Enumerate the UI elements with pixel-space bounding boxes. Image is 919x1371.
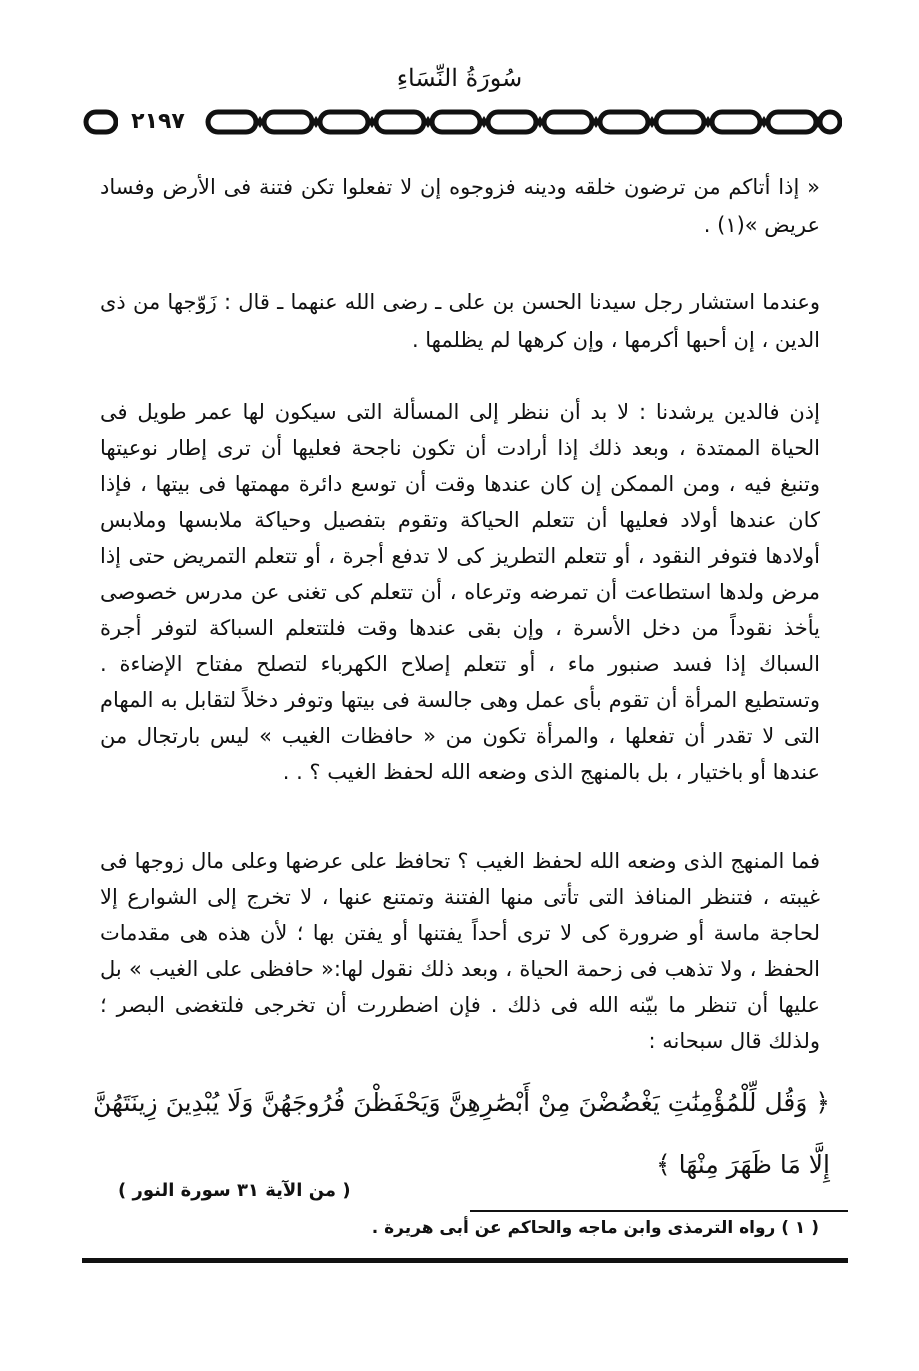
footnote: ( ١ ) رواه الترمذى وابن ماجه والحاكم عن أبى هريرة . — [371, 1218, 819, 1238]
paragraph-guidance: إذن فالدين يرشدنا : لا بد أن ننظر إلى المسألة التى سيكون لها عمر طويل فى الحياة الممتدة ، وبعد ذلك إذا أرادت أن تكون ناجحة فعليها أن ترى إطار نوعيتها وتنبغ فيه ، ومن الممكن إن كان عندها وقت أن توسع دائرة مهمتها فى بيتها ، فإذا كان عندها أولاد فعليها أن تتعلم الحياكة وتقوم بتفصيل وحياكة ملابسها وملابس أولادها فتوفر النقود ، أو تتعلم التطريز كى لا تدفع أجرة ، أو تتعلم التمريض حتى إذا مرض ولدها استطاعت أن تمرضه وترعاه ، أن تتعلم كى تغنى عن مدرس خصوصى يأخذ نقوداً من دخل الأسرة ، وإن بقى عندها وقت فلتتعلم السباكة لتوفر أجرة السباك إذا فسد صنبور ماء ، أو تتعلم إصلاح الكهرباء لتصلح مفتاح الإضاءة . وتستطيع المرأة أن تقوم بأى عمل وهى جالسة فى بيتها وتوفر دخلاً لتقابل به المهام التى لا تقدر أن تفعلها ، والمرأة تكون من « حافظات الغيب » ليس بارتجال من عندها أو باختيار ، بل بالمنهج الذى وضعه الله لحفظ الغيب ؟ . . — [100, 400, 820, 784]
verse-reference: ( من الآية ٣١ سورة النور ) — [118, 1180, 351, 1201]
surah-title: سُورَةُ النِّسَاءِ — [396, 64, 523, 92]
paragraph-consultation: وعندما استشار رجل سيدنا الحسن بن على ـ رضى الله عنهما ـ قال : زَوّجها من ذى الدين ، إن أحبها أكرمها ، وإن كرهها لم يظلمها . — [100, 290, 820, 352]
paragraph-method: فما المنهج الذى وضعه الله لحفظ الغيب ؟ تحافظ على عرضها وعلى مال زوجها فى غيبته ، فتنظر المنافذ التى تأتى منها الفتنة وتمتنع عنها ، لا تخرج إلى الشوارع إلا لحاجة ماسة أو ضرورة كى لا ترى أحداً يفتنها أو يفتن بها ؛ لأن هذه هى مقدمات الحفظ ، ولا تذهب فى زحمة الحياة ، وبعد ذلك نقول لها:« حافظى على الغيب » بل عليها أن تنظر ما بيّنه الله فى ذلك . فإن اضطررت أن تخرجى فلتغضى البصر ؛ ولذلك قال سبحانه : — [100, 849, 820, 1053]
bottom-rule — [82, 1258, 848, 1263]
page-number: ٢١٩٧ — [118, 104, 198, 140]
footnote-divider — [470, 1210, 848, 1212]
quran-verse: ﴿ وَقُل لِّلْمُؤْمِنَٰتِ يَغْضُضْنَ مِنْ أَبْصَٰرِهِنَّ وَيَحْفَظْنَ فُرُوجَهُنَّ وَلَا يُبْدِينَ زِينَتَهُنَّ إِلَّا مَا ظَهَرَ مِنْهَا ﴾ — [92, 1088, 830, 1179]
paragraph-hadith: « إذا أتاكم من ترضون خلقه ودينه فزوجوه إن لا تفعلوا تكن فتنة فى الأرض وفساد عريض »(١) . — [100, 175, 820, 237]
